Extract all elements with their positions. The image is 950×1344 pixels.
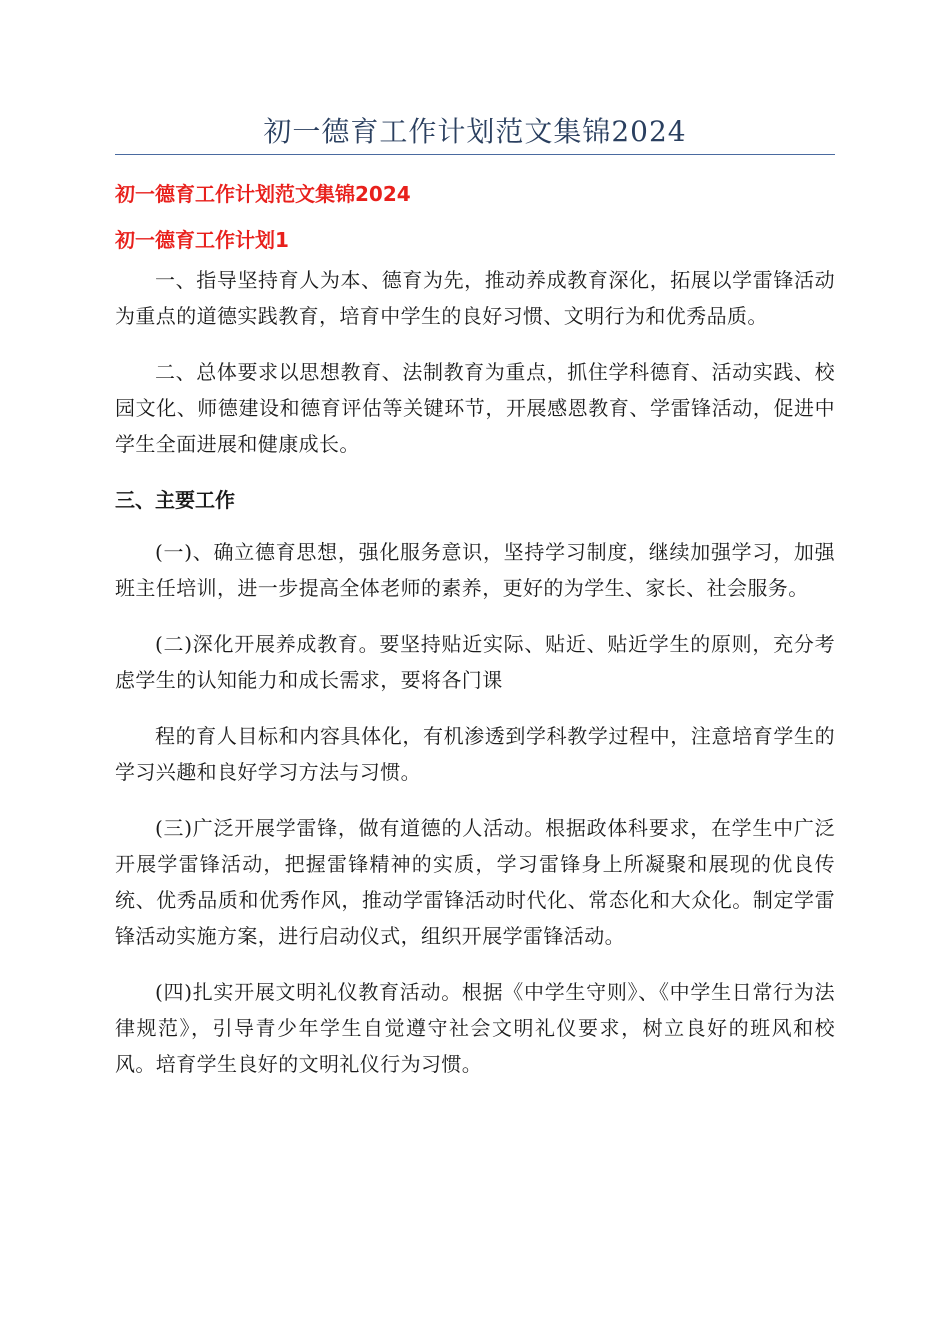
document-title: 初一德育工作计划范文集锦2024 [263, 115, 687, 148]
paragraph: (三)广泛开展学雷锋，做有道德的人活动。根据政体科要求，在学生中广泛开展学雷锋活动，把握雷锋精神的实质，学习雷锋身上所凝聚和展现的优良传统、优秀品质和优秀作风，推动学雷锋活动时代化、常态化和大众化。制定学雷锋活动实施方案，进行启动仪式，组织开展学雷锋活动。 [115, 816, 835, 948]
paragraph: 一、指导坚持育人为本、德育为先，推动养成教育深化，拓展以学雷锋活动为重点的道德实践教育，培育中学生的良好习惯、文明行为和优秀品质。 [115, 268, 835, 328]
paragraph: (一)、确立德育思想，强化服务意识，坚持学习制度，继续加强学习，加强班主任培训，进一步提高全体老师的素养，更好的为学生、家长、社会服务。 [115, 540, 835, 600]
paragraph: (四)扎实开展文明礼仪教育活动。根据《中学生守则》、《中学生日常行为法律规范》，引导青少年学生自觉遵守社会文明礼仪要求，树立良好的班风和校风。培育学生良好的文明礼仪行为习惯。 [115, 980, 835, 1076]
paragraph: 二、总体要求以思想教育、法制教育为重点，抓住学科德育、活动实践、校园文化、师德建设和德育评估等关键环节，开展感恩教育、学雷锋活动，促进中学生全面进展和健康成长。 [115, 360, 835, 456]
red-main-heading: 初一德育工作计划范文集锦2024 [115, 182, 411, 206]
paragraph: 程的育人目标和内容具体化，有机渗透到学科教学过程中，注意培育学生的学习兴趣和良好学习方法与习惯。 [115, 724, 835, 784]
red-sub-heading: 初一德育工作计划1 [115, 228, 289, 252]
document-body [115, 176, 835, 1102]
section-heading: 三、主要工作 [115, 488, 235, 512]
paragraph: (二)深化开展养成教育。要坚持贴近实际、贴近、贴近学生的原则，充分考虑学生的认知能力和成长需求，要将各门课 [115, 632, 835, 692]
title-underline [115, 154, 835, 155]
